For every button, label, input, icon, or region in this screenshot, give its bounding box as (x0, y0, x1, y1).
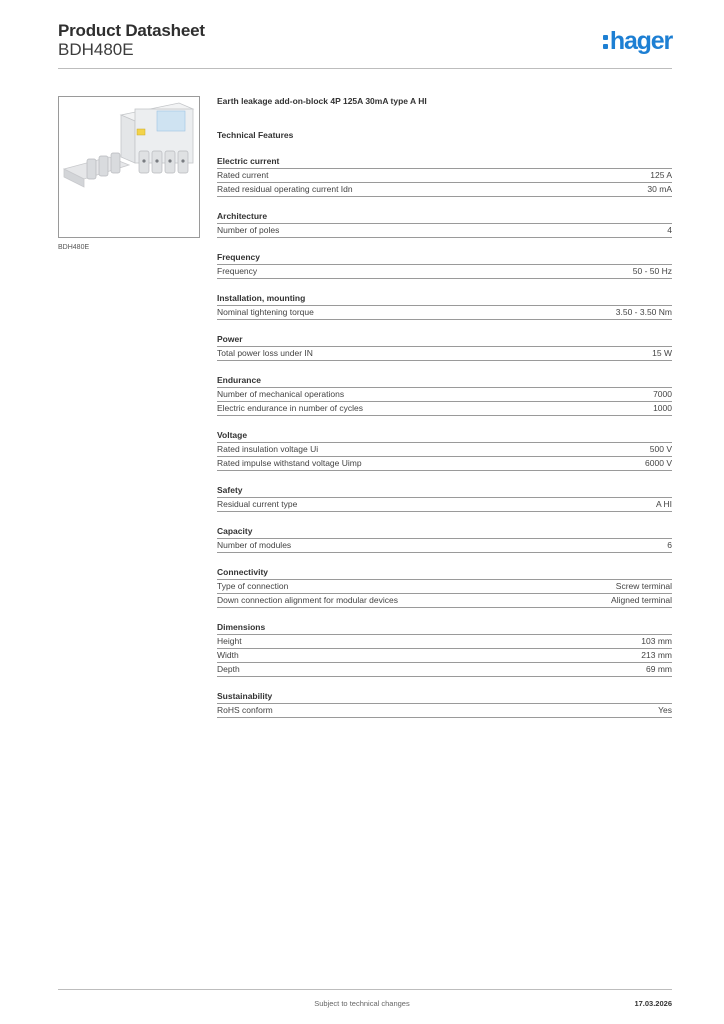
group-title: Power (217, 334, 672, 347)
feature-row (217, 539, 672, 553)
feature-row (217, 183, 672, 197)
feature-group (217, 485, 672, 512)
feature-row (217, 594, 672, 608)
feature-value: 50 - 50 Hz (632, 266, 672, 276)
group-title: Dimensions (217, 622, 672, 635)
footer-divider (58, 989, 672, 990)
feature-value: 103 mm (641, 636, 672, 646)
feature-group (217, 622, 672, 677)
feature-row (217, 580, 672, 594)
feature-value: 6000 V (645, 458, 672, 468)
feature-label: Rated impulse withstand voltage Uimp (217, 458, 362, 468)
group-title: Endurance (217, 375, 672, 388)
feature-row (217, 265, 672, 279)
logo-text: hager (609, 27, 672, 55)
feature-group (217, 691, 672, 718)
feature-groups (217, 156, 672, 718)
feature-group (217, 526, 672, 553)
hager-logo (603, 27, 672, 56)
feature-group (217, 430, 672, 471)
group-title: Frequency (217, 252, 672, 265)
group-title: Connectivity (217, 567, 672, 580)
feature-label: Depth (217, 664, 240, 674)
feature-label: RoHS conform (217, 705, 273, 715)
feature-label: Rated insulation voltage Ui (217, 444, 319, 454)
technical-features-heading: Technical Features (217, 130, 294, 140)
feature-row (217, 224, 672, 238)
feature-label: Number of mechanical operations (217, 389, 345, 399)
feature-value: 6 (667, 540, 672, 550)
logo-dots-icon (603, 35, 608, 49)
page-title: Product Datasheet (58, 21, 205, 40)
feature-label: Rated current (217, 170, 269, 180)
feature-row (217, 402, 672, 416)
feature-group (217, 252, 672, 279)
product-code: BDH480E (58, 40, 134, 59)
footer-date: 17.03.2026 (634, 999, 672, 1008)
feature-group (217, 567, 672, 608)
feature-row (217, 635, 672, 649)
feature-row (217, 663, 672, 677)
feature-row (217, 649, 672, 663)
feature-label: Total power loss under IN (217, 348, 313, 358)
footer-note: Subject to technical changes (314, 999, 410, 1008)
feature-label: Number of poles (217, 225, 280, 235)
feature-value: 15 W (652, 348, 672, 358)
feature-value: Screw terminal (615, 581, 672, 591)
feature-label: Down connection alignment for modular devices (217, 595, 398, 605)
feature-label: Type of connection (217, 581, 289, 591)
feature-row (217, 498, 672, 512)
feature-label: Electric endurance in number of cycles (217, 403, 363, 413)
group-title: Architecture (217, 211, 672, 224)
feature-row (217, 388, 672, 402)
feature-label: Nominal tightening torque (217, 307, 314, 317)
group-title: Electric current (217, 156, 672, 169)
earth-leakage-block-icon (59, 97, 199, 237)
header-divider (58, 68, 672, 69)
feature-group (217, 334, 672, 361)
feature-row (217, 457, 672, 471)
feature-label: Number of modules (217, 540, 292, 550)
feature-value: Yes (658, 705, 672, 715)
feature-label: Residual current type (217, 499, 298, 509)
group-title: Voltage (217, 430, 672, 443)
feature-row (217, 347, 672, 361)
feature-value: Aligned terminal (611, 595, 672, 605)
feature-row (217, 169, 672, 183)
feature-value: 125 A (650, 170, 672, 180)
feature-value: 213 mm (641, 650, 672, 660)
feature-label: Rated residual operating current Idn (217, 184, 353, 194)
feature-row (217, 306, 672, 320)
product-description: Earth leakage add-on-block 4P 125A 30mA type A HI (217, 96, 427, 106)
group-title: Capacity (217, 526, 672, 539)
feature-group (217, 211, 672, 238)
feature-value: 30 mA (647, 184, 672, 194)
feature-row (217, 443, 672, 457)
feature-group (217, 293, 672, 320)
feature-label: Width (217, 650, 239, 660)
group-title: Installation, mounting (217, 293, 672, 306)
feature-value: 3.50 - 3.50 Nm (615, 307, 672, 317)
feature-group (217, 375, 672, 416)
group-title: Safety (217, 485, 672, 498)
group-title: Sustainability (217, 691, 672, 704)
feature-label: Frequency (217, 266, 258, 276)
technical-content (217, 96, 672, 718)
image-caption: BDH480E (58, 244, 90, 251)
feature-label: Height (217, 636, 242, 646)
feature-value: 69 mm (646, 664, 672, 674)
feature-value: 500 V (649, 444, 672, 454)
feature-group (217, 156, 672, 197)
feature-row (217, 704, 672, 718)
feature-value: 1000 (653, 403, 672, 413)
product-image (58, 96, 200, 238)
feature-value: 7000 (653, 389, 672, 399)
feature-value: 4 (667, 225, 672, 235)
feature-value: A HI (655, 499, 672, 509)
